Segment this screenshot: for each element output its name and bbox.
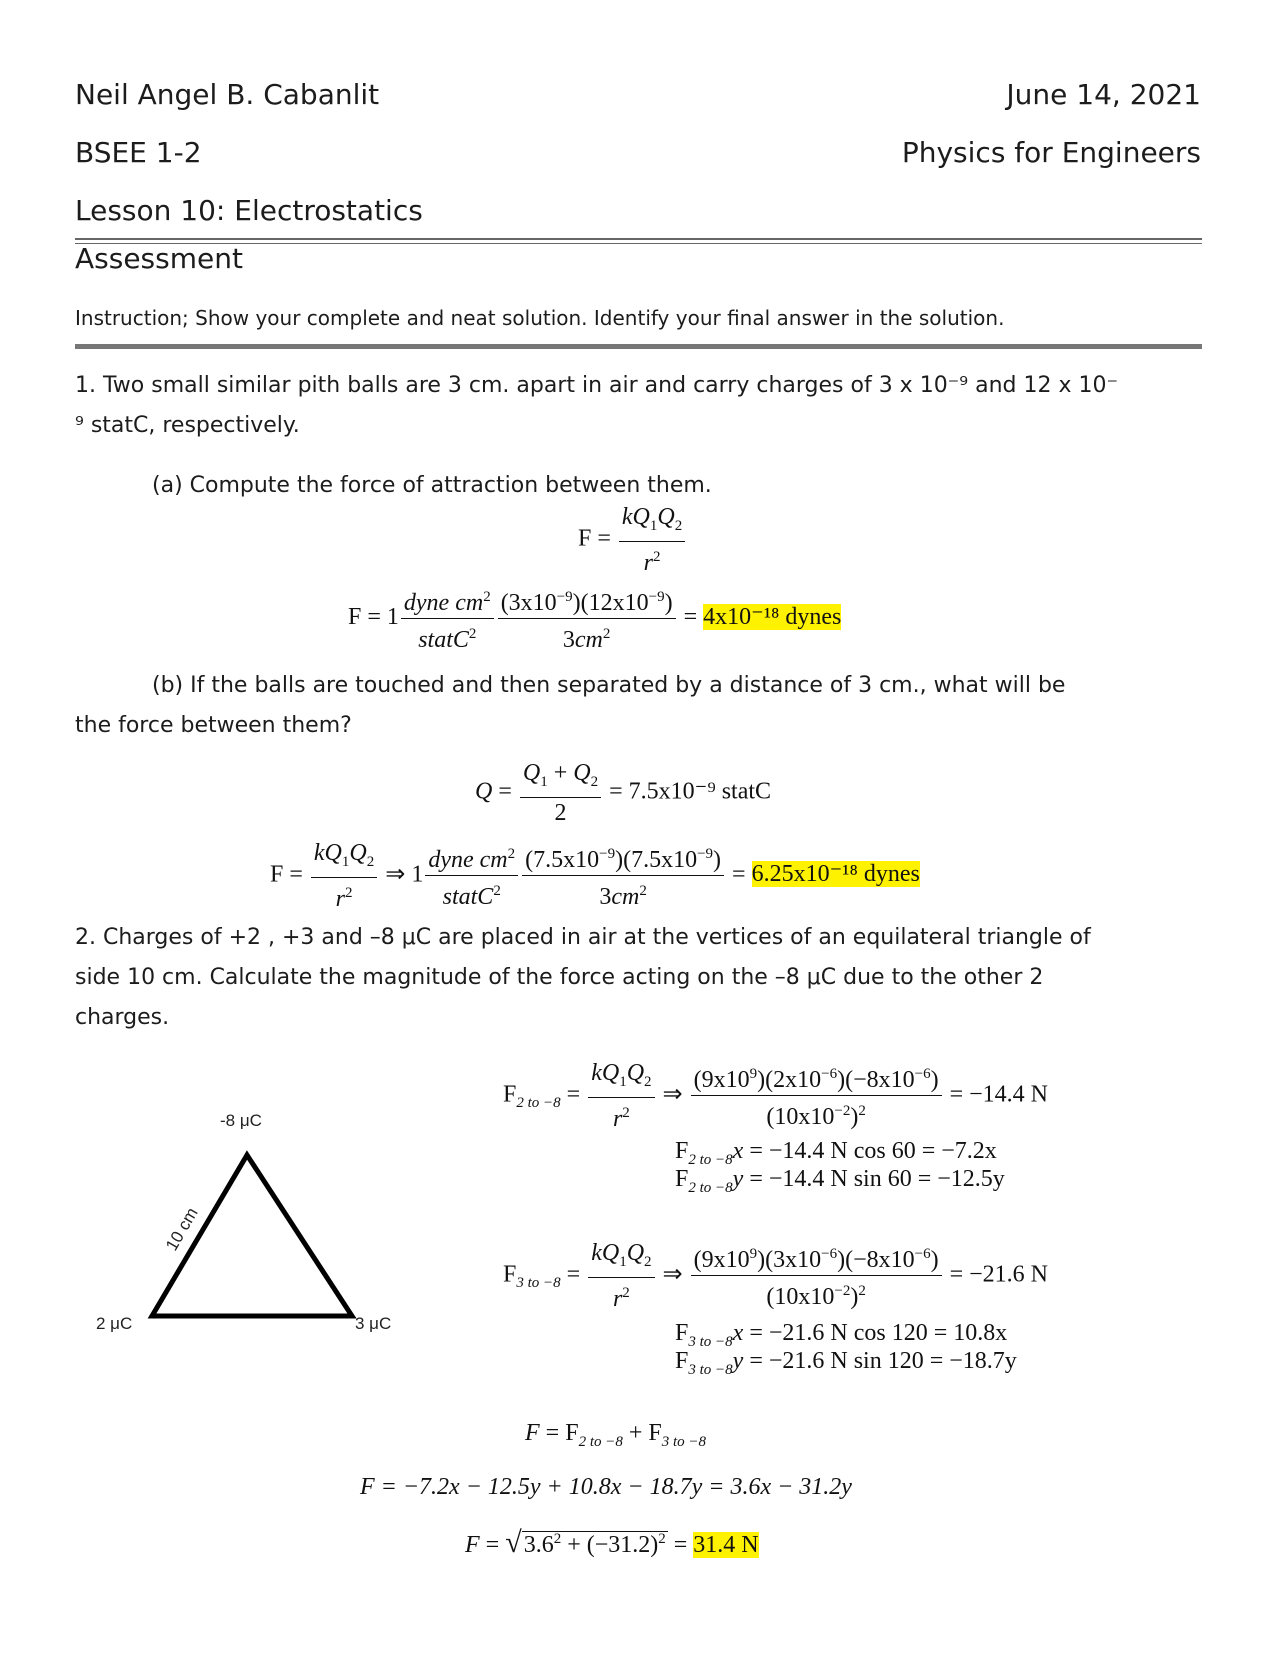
label-10cm: 10 cm: [162, 1204, 202, 1254]
q1a-answer: 4x10⁻¹⁸ dynes: [703, 604, 842, 631]
f2x-value: = −14.4 N cos 60 = −7.2x: [749, 1138, 997, 1164]
q1b-answer: 6.25x10⁻¹⁸ dynes: [751, 861, 920, 888]
q2-line3: charges.: [75, 1005, 170, 1030]
label-2uC: 2 μC: [96, 1314, 133, 1333]
label-minus8uC: -8 μC: [220, 1111, 262, 1130]
q1b-force-equation: F = $\frac{kQ_1Q_2}{r^2}$ ⇒ 1 $\frac{dyne cm^2}{statC^2}$ $\frac{(7.5x10^{-9})(7.5x10^{-9})}{3cm^2}$ = 6.25x10⁻¹⁸ dynes: [270, 840, 920, 912]
f2-result: = −14.4 N: [949, 1081, 1048, 1108]
f3x-line: $F_{3 to -8}x = -21.6$ N cos 120 = 10.8x: [675, 1320, 1008, 1350]
q1b-q-equation: Q = $\frac{Q_1 + Q_2}{2}$ = 7.5x10⁻⁹ statC: [475, 760, 772, 826]
f2-equation: $F_{2 to -8}$ = $\frac{kQ_1Q_2}{r^2}$ ⇒ $\frac{(9x10^9)(2x10^{-6})(-8x10^{-6})}{(10x10^{-2})^2}$ = −14.4 N: [503, 1060, 1048, 1132]
q1a-prompt: (a) Compute the force of attraction between them.: [152, 473, 712, 498]
q1b-prompt-line1: (b) If the balls are touched and then separated by a distance of 3 cm., what will be: [152, 673, 1066, 698]
q1a-equation: F = 1 $\frac{dyne cm^2}{statC^2}$ $\frac{(3x10^{-9})(12x10^{-9})}{3cm^2}$ = 4x10⁻¹⁸ dynes: [348, 582, 841, 655]
coulomb-formula: F = $\frac{kQ_1Q_2}{r^2}$: [578, 502, 687, 578]
q1b-prompt-line2: the force between them?: [75, 713, 352, 738]
lesson-title: Lesson 10: Electrostatics: [75, 194, 423, 227]
course: Physics for Engineers: [901, 136, 1201, 169]
thick-rule: [75, 344, 1202, 349]
q2-line1: 2. Charges of +2 , +3 and –8 μC are placed in air at the vertices of an equilateral triangle of: [75, 925, 1091, 950]
final-answer: 31.4 N: [693, 1532, 759, 1558]
f2y-value: = −14.4 N sin 60 = −12.5y: [749, 1166, 1005, 1192]
instruction: Instruction; Show your complete and neat solution. Identify your final answer in the solution.: [75, 306, 1005, 330]
f3y-line: $F_{3 to -8}y = -21.6$ N sin 120 = −18.7y: [675, 1348, 1017, 1378]
magnitude-equation: $F = √3.6^2 + (-31.2)^2 = 31.4$ N: [465, 1526, 759, 1559]
q1-line2: ⁹ statC, respectively.: [75, 413, 300, 438]
assessment-heading: Assessment: [75, 242, 243, 275]
f2x-line: $F_{2 to -8}x = -14.4$ N cos 60 = −7.2x: [675, 1138, 997, 1168]
resultant-sum: $F = F_{2 to -8} + F_{3 to -8}$: [525, 1420, 707, 1450]
double-rule-bottom: [75, 243, 1202, 244]
triangle-diagram: [80, 1100, 410, 1360]
f3y-value: = −21.6 N sin 120 = −18.7y: [749, 1348, 1017, 1374]
double-rule-top: [75, 238, 1202, 240]
f2y-line: $F_{2 to -8}y = -14.4$ N sin 60 = −12.5y: [675, 1166, 1005, 1196]
q1-line1: 1. Two small similar pith balls are 3 cm. apart in air and carry charges of 3 x 10⁻⁹ and 12 x 10⁻: [75, 373, 1119, 398]
label-3uC: 3 μC: [355, 1314, 392, 1333]
q1b-q-value: = 7.5x10⁻⁹ statC: [609, 778, 772, 805]
f3-result: = −21.6 N: [949, 1261, 1048, 1288]
date: June 14, 2021: [1006, 78, 1201, 111]
q2-line2: side 10 cm. Calculate the magnitude of the force acting on the –8 μC due to the other 2: [75, 965, 1044, 990]
f3x-value: = −21.6 N cos 120 = 10.8x: [749, 1320, 1008, 1346]
section: BSEE 1-2: [75, 136, 202, 169]
component-sum: F = −7.2x − 12.5y + 10.8x − 18.7y = 3.6x − 31.2y: [360, 1474, 852, 1500]
f3-equation: $F_{3 to -8}$ = $\frac{kQ_1Q_2}{r^2}$ ⇒ $\frac{(9x10^9)(3x10^{-6})(-8x10^{-6})}{(10x10^{-2})^2}$ = −21.6 N: [503, 1240, 1048, 1312]
student-name: Neil Angel B. Cabanlit: [75, 78, 380, 111]
